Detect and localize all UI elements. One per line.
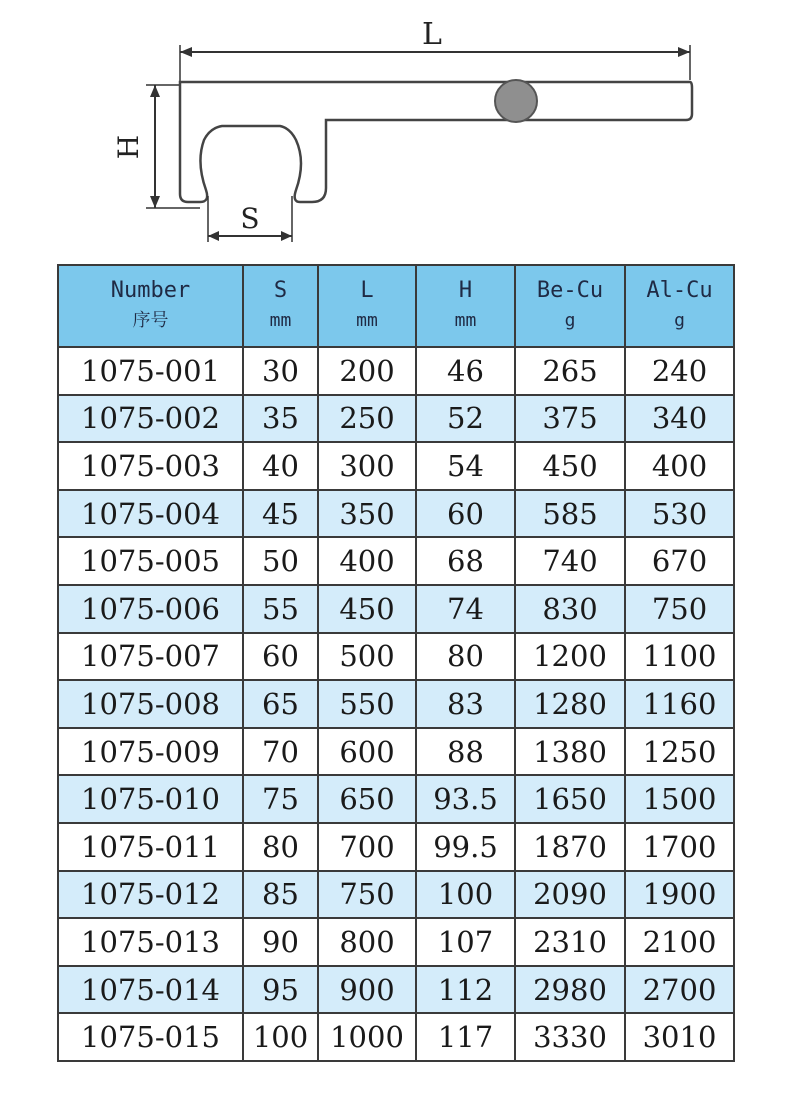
cell-s: 55 [243,585,318,633]
cell-h: 52 [416,395,515,443]
cell-l: 1000 [318,1013,416,1061]
cell-h: 100 [416,871,515,919]
table-row [58,728,734,776]
cell-al-cu: 1500 [625,775,734,823]
cell-s: 80 [243,823,318,871]
cell-al-cu: 530 [625,490,734,538]
cell-s: 50 [243,537,318,585]
cell-h: 80 [416,633,515,681]
cell-be-cu: 1200 [515,633,625,681]
cell-l: 200 [318,347,416,395]
cell-s: 35 [243,395,318,443]
cell-l: 750 [318,871,416,919]
hanging-hole [495,80,537,122]
cell-s: 100 [243,1013,318,1061]
cell-number: 1075-007 [58,633,243,681]
cell-be-cu: 830 [515,585,625,633]
header-l: L mm [318,265,416,347]
cell-h: 60 [416,490,515,538]
table-row [58,490,734,538]
cell-number: 1075-008 [58,680,243,728]
cell-h: 112 [416,966,515,1014]
cell-s: 75 [243,775,318,823]
cell-l: 500 [318,633,416,681]
cell-al-cu: 340 [625,395,734,443]
cell-be-cu: 265 [515,347,625,395]
cell-al-cu: 750 [625,585,734,633]
cell-al-cu: 400 [625,442,734,490]
cell-number: 1075-004 [58,490,243,538]
cell-al-cu: 2100 [625,918,734,966]
spec-table [57,264,735,1062]
cell-h: 68 [416,537,515,585]
table-row [58,537,734,585]
table-row [58,633,734,681]
cell-number: 1075-011 [58,823,243,871]
cell-l: 400 [318,537,416,585]
table-row [58,347,734,395]
cell-l: 600 [318,728,416,776]
label-l: L [422,17,442,52]
cell-be-cu: 1280 [515,680,625,728]
cell-number: 1075-003 [58,442,243,490]
cell-s: 30 [243,347,318,395]
wrench-dimension-diagram [0,0,790,262]
cell-h: 83 [416,680,515,728]
cell-number: 1075-013 [58,918,243,966]
cell-l: 350 [318,490,416,538]
cell-h: 99.5 [416,823,515,871]
cell-be-cu: 450 [515,442,625,490]
cell-be-cu: 740 [515,537,625,585]
cell-be-cu: 1650 [515,775,625,823]
cell-be-cu: 2310 [515,918,625,966]
cell-al-cu: 2700 [625,966,734,1014]
cell-s: 45 [243,490,318,538]
cell-be-cu: 2090 [515,871,625,919]
cell-h: 107 [416,918,515,966]
cell-l: 250 [318,395,416,443]
cell-h: 93.5 [416,775,515,823]
cell-l: 550 [318,680,416,728]
cell-number: 1075-009 [58,728,243,776]
cell-h: 46 [416,347,515,395]
table-row [58,680,734,728]
cell-be-cu: 2980 [515,966,625,1014]
cell-s: 70 [243,728,318,776]
header-al-cu: Al-Cu g [625,265,734,347]
cell-al-cu: 3010 [625,1013,734,1061]
cell-number: 1075-015 [58,1013,243,1061]
cell-al-cu: 1100 [625,633,734,681]
opening-dimension [208,196,292,242]
cell-be-cu: 375 [515,395,625,443]
cell-l: 300 [318,442,416,490]
header-s: S mm [243,265,318,347]
cell-h: 88 [416,728,515,776]
cell-al-cu: 1160 [625,680,734,728]
length-dimension [180,17,690,90]
table-row [58,585,734,633]
header-be-cu: Be-Cu g [515,265,625,347]
cell-be-cu: 1870 [515,823,625,871]
cell-h: 74 [416,585,515,633]
cell-s: 60 [243,633,318,681]
cell-l: 700 [318,823,416,871]
cell-be-cu: 3330 [515,1013,625,1061]
cell-number: 1075-001 [58,347,243,395]
cell-al-cu: 670 [625,537,734,585]
label-s: S [240,202,260,235]
cell-al-cu: 1900 [625,871,734,919]
cell-number: 1075-005 [58,537,243,585]
table-row [58,918,734,966]
cell-al-cu: 1250 [625,728,734,776]
cell-h: 54 [416,442,515,490]
cell-l: 450 [318,585,416,633]
cell-number: 1075-002 [58,395,243,443]
table-header-row [58,265,734,347]
cell-number: 1075-006 [58,585,243,633]
table-row [58,395,734,443]
cell-al-cu: 240 [625,347,734,395]
cell-be-cu: 585 [515,490,625,538]
cell-l: 800 [318,918,416,966]
cell-number: 1075-014 [58,966,243,1014]
cell-s: 65 [243,680,318,728]
cell-l: 900 [318,966,416,1014]
cell-s: 90 [243,918,318,966]
cell-be-cu: 1380 [515,728,625,776]
table-row [58,871,734,919]
cell-s: 95 [243,966,318,1014]
cell-s: 85 [243,871,318,919]
table-row [58,823,734,871]
header-number: Number 序号 [58,265,243,347]
cell-l: 650 [318,775,416,823]
table-row [58,966,734,1014]
cell-al-cu: 1700 [625,823,734,871]
label-h: H [112,134,145,160]
table-row [58,442,734,490]
cell-number: 1075-012 [58,871,243,919]
wrench-outline [180,82,692,202]
header-h: H mm [416,265,515,347]
cell-number: 1075-010 [58,775,243,823]
cell-h: 117 [416,1013,515,1061]
table-row [58,1013,734,1061]
table-row [58,775,734,823]
cell-s: 40 [243,442,318,490]
